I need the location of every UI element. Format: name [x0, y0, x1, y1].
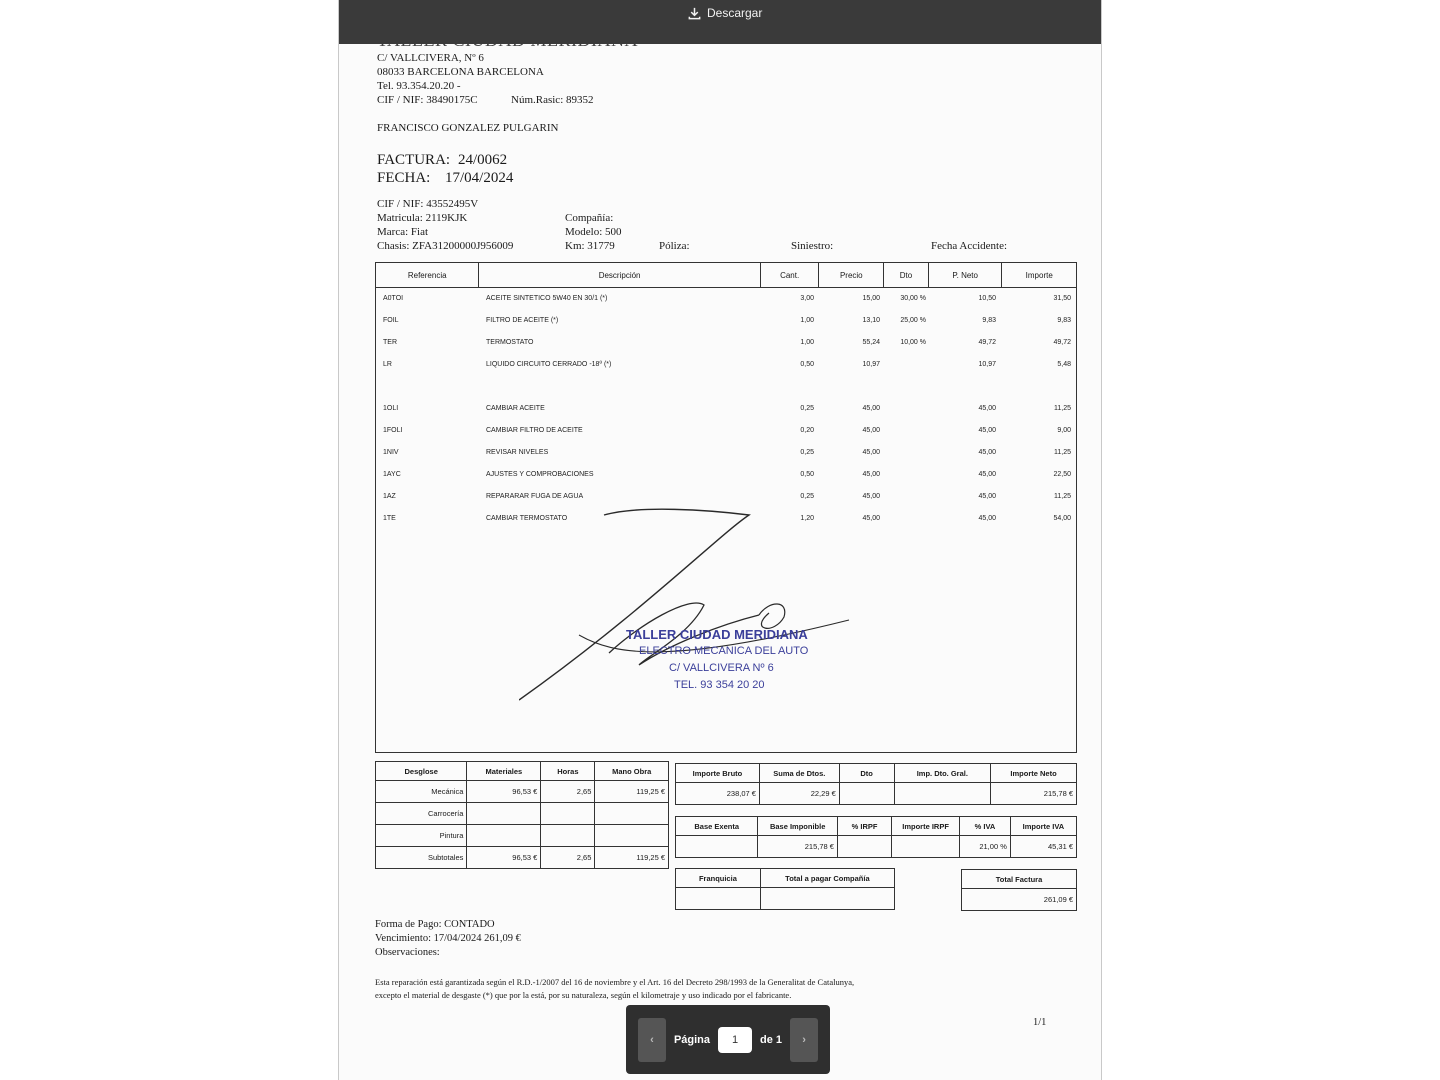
item-desc: REVISAR NIVELES: [486, 449, 549, 456]
table-row: [376, 355, 1076, 377]
table-row: [376, 781, 669, 803]
payment-due: Vencimiento: 17/04/2024 261,09 €: [375, 933, 521, 944]
totals-table-tax: [675, 816, 1077, 858]
items-body: [376, 289, 1076, 531]
breakdown-cell: 96,53 €: [467, 847, 541, 869]
item-desc: LIQUIDO CIRCUITO CERRADO -18º (*): [486, 361, 612, 368]
totals-table-insurance: [675, 868, 895, 910]
item-desc: AJUSTES Y COMPROBACIONES: [486, 471, 594, 478]
items-header-cell: Precio: [819, 263, 884, 287]
totals-cell: [837, 836, 891, 858]
stamp-line-2: ELECTRO MECANICA DEL AUTO: [639, 645, 809, 657]
viewer-toolbar: [339, 0, 1101, 44]
item-imp: 9,00: [1057, 427, 1071, 434]
vehicle-fecha-accidente: Fecha Accidente:: [931, 240, 1008, 252]
breakdown-cell: 96,53 €: [467, 781, 541, 803]
breakdown-cell: 2,65: [541, 781, 595, 803]
total-invoice-value: 261,09 €: [962, 889, 1077, 911]
page-navigator: [626, 1005, 830, 1074]
totals-cell: 22,29 €: [759, 783, 839, 805]
item-imp: 5,48: [1057, 361, 1071, 368]
customer-name: FRANCISCO GONZALEZ PULGARIN: [377, 122, 559, 134]
item-cant: 0,25: [800, 449, 814, 456]
table-row: [376, 825, 669, 847]
download-icon: [687, 6, 702, 21]
totals-header: Dto: [839, 764, 894, 783]
items-header-cell: Referencia: [376, 263, 479, 287]
item-cant: 0,50: [800, 471, 814, 478]
company-address: C/ VALLCIVERA, Nº 6: [377, 52, 484, 64]
totals-header: Base Exenta: [676, 817, 758, 836]
item-ref: 1AZ: [383, 493, 396, 500]
totals-cell: 215,78 €: [758, 836, 838, 858]
item-imp: 11,25: [1054, 449, 1071, 456]
item-cant: 1,20: [800, 515, 814, 522]
company-phone: Tel. 93.354.20.20 -: [377, 80, 461, 92]
totals-header: Total a pagar Compañía: [760, 869, 894, 888]
items-header-cell: P. Neto: [929, 263, 1003, 287]
item-precio: 45,00: [862, 493, 880, 500]
totals-cell: [839, 783, 894, 805]
item-imp: 9,83: [1057, 317, 1071, 324]
vehicle-poliza: Póliza:: [659, 240, 690, 252]
items-header-cell: Cant.: [761, 263, 820, 287]
total-invoice-box: [961, 869, 1077, 911]
item-desc: REPARARAR FUGA DE AGUA: [486, 493, 584, 500]
breakdown-cell: [467, 825, 541, 847]
totals-cell: [892, 836, 960, 858]
breakdown-cell: [595, 803, 669, 825]
totals-table-gross: [675, 763, 1077, 805]
item-cant: 3,00: [800, 295, 814, 302]
item-neto: 49,72: [978, 339, 996, 346]
item-neto: 10,50: [978, 295, 996, 302]
totals-cell: 21,00 %: [960, 836, 1011, 858]
item-cant: 0,50: [800, 361, 814, 368]
next-page-button[interactable]: [790, 1018, 818, 1062]
item-desc: ACEITE SINTETICO 5W40 EN 30/1 (*): [486, 295, 608, 302]
payment-method: Forma de Pago: CONTADO: [375, 919, 495, 930]
legal-text-line-2: excepto el material de desgaste (*) que por la está, por su naturaleza, según el kilometraje y uso indicado por el fabricante.: [375, 990, 792, 1000]
vehicle-matricula: Matricula: 2119KJK: [377, 212, 468, 224]
table-row: [376, 377, 1076, 399]
page-of-label: de 1: [760, 1033, 783, 1046]
item-ref: FOIL: [383, 317, 399, 324]
breakdown-cell: [541, 825, 595, 847]
breakdown-header: Materiales: [467, 762, 541, 781]
table-row: [676, 817, 1077, 836]
vehicle-compania: Compañía:: [565, 212, 614, 224]
item-dto: 25,00 %: [900, 317, 926, 324]
totals-header: % IRPF: [837, 817, 891, 836]
item-dto: 30,00 %: [900, 295, 926, 302]
table-row: [376, 289, 1076, 311]
table-row: [376, 333, 1076, 355]
item-ref: 1OLI: [383, 405, 399, 412]
item-precio: 45,00: [862, 405, 880, 412]
item-imp: 22,50: [1053, 471, 1071, 478]
item-cant: 1,00: [800, 317, 814, 324]
item-ref: 1TE: [383, 515, 396, 522]
totals-cell: 238,07 €: [676, 783, 760, 805]
table-row: [376, 803, 669, 825]
item-desc: CAMBIAR ACEITE: [486, 405, 545, 412]
page-number-input[interactable]: [718, 1027, 752, 1053]
page-label: Página: [673, 1033, 711, 1046]
breakdown-table: [375, 761, 669, 869]
totals-header: Imp. Dto. Gral.: [894, 764, 991, 783]
item-desc: TERMOSTATO: [486, 339, 534, 346]
items-header-cell: Descripción: [479, 263, 760, 287]
download-button[interactable]: [687, 4, 762, 22]
breakdown-header: Desglose: [376, 762, 467, 781]
totals-cell: [894, 783, 991, 805]
invoice-number-label: FACTURA:: [377, 152, 451, 168]
item-neto: 45,00: [978, 405, 996, 412]
item-cant: 0,20: [800, 427, 814, 434]
totals-cell: [676, 836, 758, 858]
company-cif: CIF / NIF: 38490175C: [377, 94, 478, 106]
item-neto: 45,00: [978, 493, 996, 500]
table-row: [376, 762, 669, 781]
vehicle-chasis: Chasis: ZFA31200000J956009: [377, 240, 514, 252]
totals-header: Importe Bruto: [676, 764, 760, 783]
item-ref: 1FOLI: [383, 427, 403, 434]
item-dto: 10,00 %: [900, 339, 926, 346]
observations: Observaciones:: [375, 947, 440, 958]
table-row: [376, 421, 1076, 443]
table-row: [962, 870, 1077, 889]
item-neto: 45,00: [978, 427, 996, 434]
chevron-left-icon: ‹: [650, 1033, 654, 1046]
invoice-date: 17/04/2024: [445, 170, 514, 186]
breakdown-header: Horas: [541, 762, 595, 781]
item-cant: 1,00: [800, 339, 814, 346]
vehicle-km: Km: 31779: [565, 240, 615, 252]
item-neto: 45,00: [978, 471, 996, 478]
items-header-cell: Importe: [1025, 270, 1053, 280]
item-precio: 15,00: [862, 295, 880, 302]
chevron-right-icon: ›: [802, 1033, 806, 1046]
vehicle-siniestro: Siniestro:: [791, 240, 834, 252]
breakdown-header: Mano Obra: [595, 762, 669, 781]
totals-cell: 45,31 €: [1010, 836, 1076, 858]
items-header-row: [376, 263, 1076, 288]
table-row: [376, 311, 1076, 333]
item-neto: 10,97: [978, 361, 996, 368]
download-label: Descargar: [707, 6, 763, 20]
item-precio: 55,24: [862, 339, 880, 346]
totals-header: Franquicia: [676, 869, 761, 888]
pdf-viewer: [339, 0, 1101, 1080]
breakdown-cell: [541, 803, 595, 825]
item-cant: 0,25: [800, 493, 814, 500]
item-precio: 45,00: [862, 471, 880, 478]
breakdown-label: Mecánica: [376, 781, 467, 803]
item-cant: 0,25: [800, 405, 814, 412]
vehicle-cif: CIF / NIF: 43552495V: [377, 198, 479, 210]
table-row: [676, 888, 895, 910]
table-row: [376, 847, 669, 869]
stamp-line-3: C/ VALLCIVERA Nº 6: [669, 662, 774, 674]
totals-header: Importe Neto: [991, 764, 1077, 783]
table-row: [962, 889, 1077, 911]
breakdown-cell: [467, 803, 541, 825]
totals-header: % IVA: [960, 817, 1011, 836]
total-invoice-label: Total Factura: [962, 870, 1077, 889]
vehicle-modelo: Modelo: 500: [565, 226, 622, 238]
signature-mark: [519, 505, 859, 705]
stamp-line-4: TEL. 93 354 20 20: [674, 679, 765, 691]
stamp-line-1: TALLER CIUDAD MERIDIANA: [626, 627, 808, 642]
item-imp: 49,72: [1053, 339, 1071, 346]
item-imp: 54,00: [1053, 515, 1071, 522]
table-row: [676, 836, 1077, 858]
item-precio: 45,00: [862, 515, 880, 522]
prev-page-button[interactable]: [638, 1018, 666, 1062]
company-rasic: Núm.Rasic: 89352: [511, 94, 594, 106]
page-count: 1/1: [1033, 1017, 1047, 1028]
invoice-page: [339, 0, 1101, 1080]
breakdown-label: Pintura: [376, 825, 467, 847]
item-neto: 45,00: [978, 449, 996, 456]
totals-header: Importe IRPF: [892, 817, 960, 836]
breakdown-cell: 119,25 €: [595, 781, 669, 803]
table-row: [676, 783, 1077, 805]
breakdown-label: Carrocería: [376, 803, 467, 825]
item-precio: 45,00: [862, 449, 880, 456]
item-ref: TER: [383, 339, 397, 346]
totals-header: Base Imponible: [758, 817, 838, 836]
vehicle-marca: Marca: Fiat: [377, 226, 429, 238]
totals-header: Importe IVA: [1010, 817, 1076, 836]
item-ref: A0TOI: [383, 295, 404, 302]
item-desc: CAMBIAR TERMOSTATO: [486, 515, 568, 522]
breakdown-label: Subtotales: [376, 847, 467, 869]
table-row: [376, 399, 1076, 421]
item-precio: 13,10: [862, 317, 880, 324]
totals-cell: 215,78 €: [991, 783, 1077, 805]
item-ref: LR: [383, 361, 392, 368]
invoice-number: 24/0062: [458, 152, 508, 168]
item-desc: FILTRO DE ACEITE (*): [486, 317, 559, 324]
breakdown-cell: 2,65: [541, 847, 595, 869]
totals-header: Suma de Dtos.: [759, 764, 839, 783]
legal-text-line-1: Esta reparación está garantizada según el R.D.-1/2007 del 16 de noviembre y el Art. 16 del Decreto 298/1993 de la Generalitat de Catalunya,: [375, 977, 855, 987]
totals-cell: [676, 888, 761, 910]
item-precio: 10,97: [862, 361, 880, 368]
item-neto: 45,00: [978, 515, 996, 522]
table-row: [676, 764, 1077, 783]
item-precio: 45,00: [862, 427, 880, 434]
item-ref: 1AYC: [383, 471, 401, 478]
item-neto: 9,83: [982, 317, 996, 324]
company-city: 08033 BARCELONA BARCELONA: [377, 66, 544, 78]
item-imp: 31,50: [1053, 295, 1071, 302]
item-imp: 11,25: [1054, 493, 1071, 500]
invoice-date-label: FECHA:: [377, 170, 431, 186]
totals-cell: [760, 888, 894, 910]
breakdown-cell: 119,25 €: [595, 847, 669, 869]
item-ref: 1NIV: [383, 449, 399, 456]
table-row: [676, 869, 895, 888]
item-imp: 11,25: [1054, 405, 1071, 412]
items-header-cell: Dto: [884, 263, 929, 287]
table-row: [376, 465, 1076, 487]
breakdown-cell: [595, 825, 669, 847]
table-row: [376, 443, 1076, 465]
item-desc: CAMBIAR FILTRO DE ACEITE: [486, 427, 583, 434]
